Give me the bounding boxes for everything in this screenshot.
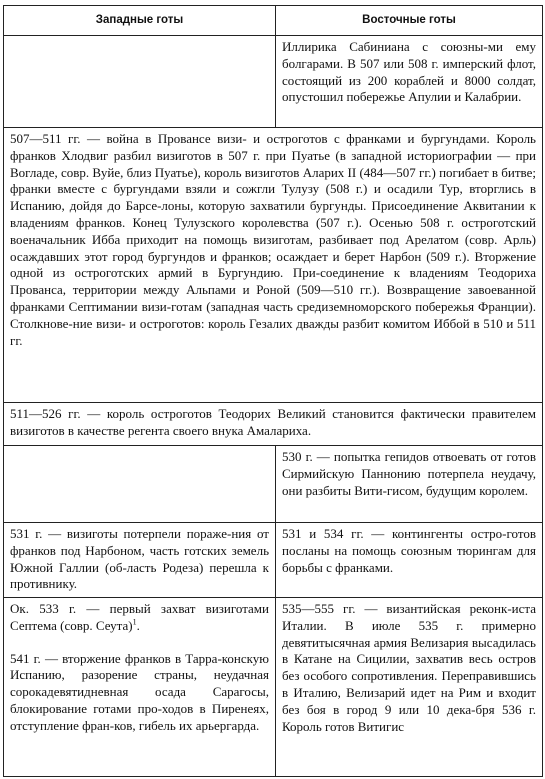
table-row	[4, 403, 543, 446]
spanning-cell: 507—511 гг. — война в Провансе визи- и остроготов с франками и бургундами. Король франков Хлодвиг разбил визиготов в 507 г. при Пуатье (в западной историографии — при Вогладе, совр. Вуйе, близ Пуатье), король визиготов Аларих II (484—507 гг.) погибает в битве; франки вместе с бургундами взяли и сожгли Тулузу (508 г.) и осадили Тур, вторглись в Испанию, дойдя до Барсе-лоны, которую захватили бургунды. Присоединение Аквитании к владениям франков. Конец Тулузского королевства (507 г.). Осенью 508 г. остроготский военачальник Ибба приходит на помощь визиготам, разбивает под Арелатом (совр. Арль) осаждавших этот город бургундов и франков; осаждает и берет Нарбон (509 г.). Вторжение одной из остроготских армий в Бургундию. При-соединение к владениям Теодориха Прованса, территории между Альпами и Роной (509—510 гг.). Возвращение завоеванной франками Септимании визи-готам (западная часть средиземноморского побережья Франции). Столкнове-ние визи- и остроготов: король Гезалих дважды разбит комитом Иббой в 510 и 511 гг.	[4, 128, 543, 403]
west-paragraph-end: .	[136, 617, 140, 633]
west-cell-empty	[4, 446, 276, 523]
column-header-west: Западные готы	[4, 6, 276, 36]
west-cell	[4, 598, 276, 777]
west-paragraph: 541 г. — вторжение франков в Тарра-конскую Испанию, разорение страны, неудачная сорокадевятидневная осада Сарагосы, блокирование готами про-ходов в Пиренеях, отступление фран-ков, гибель их арьергарда.	[10, 650, 269, 733]
spanning-cell: 511—526 гг. — король остроготов Теодорих Великий становится фактически правителем визиготов в качестве регента своего внука Амалариха.	[4, 403, 543, 446]
east-cell: 535—555 гг. — византийская реконк-иста Италии. В июле 535 г. примерно девятитысячная армия Велизария высадилась в Катане на Сицилии, захватив весь остров без особого сопротивления. Переправившись в Италию, Велизарий идет на Рим и входит без боя в город 9 или 10 дека-бря 536 г. Король готов Витигис	[276, 598, 543, 777]
chronology-table	[3, 5, 543, 777]
table-row	[4, 36, 543, 128]
table-row	[4, 128, 543, 403]
footnote-mark: 1	[132, 617, 137, 627]
table-row	[4, 446, 543, 523]
table-row	[4, 598, 543, 777]
table-row	[4, 523, 543, 598]
west-cell-empty	[4, 36, 276, 128]
west-paragraph-text: Ок. 533 г. — первый захват визиготами Септема (совр. Сеута)	[10, 601, 269, 633]
column-header-east: Восточные готы	[276, 6, 543, 36]
header-row	[4, 6, 543, 36]
east-cell: Иллирика Сабиниана с союзны-ми ему болгарами. В 507 или 508 г. имперский флот, состоящий из 200 кораблей и 8000 солдат, опустошил побережье Апулии и Калабрии.	[276, 36, 543, 128]
west-paragraph	[10, 601, 269, 635]
west-cell: 531 г. — визиготы потерпели пораже-ния от франков под Нарбоном, часть готских земель Южной Галлии (об-ласть Родеза) перешла к противнику.	[4, 523, 276, 598]
east-cell: 531 и 534 гг. — контингенты остро-готов посланы на помощь союзным тюрингам для борьбы с франками.	[276, 523, 543, 598]
east-cell: 530 г. — попытка гепидов отвоевать от готов Сирмийскую Паннонию потерпела неудачу, они разбиты Вити-гисом, будущим королем.	[276, 446, 543, 523]
